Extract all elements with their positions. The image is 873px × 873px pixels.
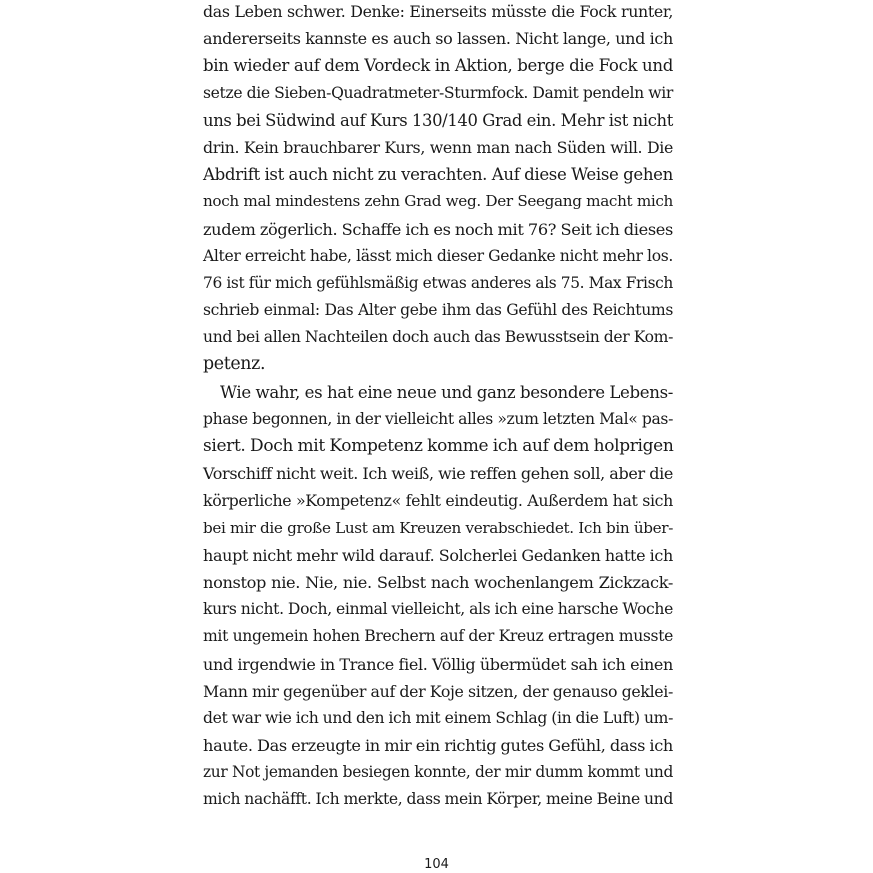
text-line: Mann mir gegenüber auf der Koje sitzen, der genauso geklei- [203,681,673,701]
text-line: kurs nicht. Doch, einmal vielleicht, als ich eine harsche Woche [203,600,673,619]
text-line: haute. Das erzeugte in mir ein richtig gutes Gefühl, dass ich [203,736,673,756]
text-line: und irgendwie in Trance fiel. Völlig übermüdet sah ich einen [203,654,673,674]
text-line: det war wie ich und den ich mit einem Schlag (in die Luft) um- [203,708,673,727]
text-line: siert. Doch mit Kompetenz komme ich auf dem holprigen [203,436,674,456]
text-line: setze die Sieben-Quadratmeter-Sturmfock. Damit pendeln wir [203,83,673,102]
paragraph-1 [203,0,673,379]
body-text [203,0,673,814]
text-line: das Leben schwer. Denke: Einerseits müsste die Fock runter, [203,2,673,21]
text-line: Alter erreicht habe, lässt mich dieser Gedanke nicht mehr los. [203,246,673,265]
text-line: nonstop nie. Nie, nie. Selbst nach wochenlangem Zickzack- [203,572,673,592]
text-line: und bei allen Nachteilen doch auch das Bewusstsein der Kom- [203,328,673,347]
text-line: noch mal mindestens zehn Grad weg. Der Seegang macht mich [203,192,673,211]
text-line: petenz. [203,354,266,375]
text-line: phase begonnen, in der vielleicht alles »zum letzten Mal« pas- [203,409,673,428]
text-line: Abdrift ist auch nicht zu verachten. Auf diese Weise gehen [203,165,673,185]
text-line: Vorschiff nicht weit. Ich weiß, wie reffen gehen soll, aber die [203,464,673,484]
page-number: 104 [424,857,449,872]
text-line: haupt nicht mehr wild darauf. Solcherlei Gedanken hatte ich [203,545,673,565]
text-line: drin. Kein brauchbarer Kurs, wenn man nach Süden will. Die [203,137,673,157]
text-line: schrieb einmal: Das Alter gebe ihm das Gefühl des Reichtums [203,301,673,320]
text-line: bei mir die große Lust am Kreuzen verabschiedet. Ich bin über- [203,518,673,537]
text-line: 76 ist für mich gefühlsmäßig etwas anderes als 75. Max Frisch [203,273,673,292]
text-line: zudem zögerlich. Schaffe ich es noch mit 76? Seit ich dieses [203,219,673,239]
text-line: andererseits kannste es auch so lassen. Nicht lange, und ich [203,29,673,49]
paragraph-2 [203,379,673,814]
text-line: mit ungemein hohen Brechern auf der Kreuz ertragen musste [203,627,673,646]
text-line: Wie wahr, es hat eine neue und ganz besondere Lebens- [220,382,673,402]
text-line: körperliche »Kompetenz« fehlt eindeutig. Außerdem hat sich [203,491,673,511]
text-line: mich nachäfft. Ich merkte, dass mein Körper, meine Beine und [203,790,673,809]
text-line: uns bei Südwind auf Kurs 130/140 Grad ein. Mehr ist nicht [203,110,673,130]
text-line: bin wieder auf dem Vordeck in Aktion, berge die Fock und [203,56,673,76]
text-line: zur Not jemanden besiegen konnte, der mir dumm kommt und [203,763,673,782]
